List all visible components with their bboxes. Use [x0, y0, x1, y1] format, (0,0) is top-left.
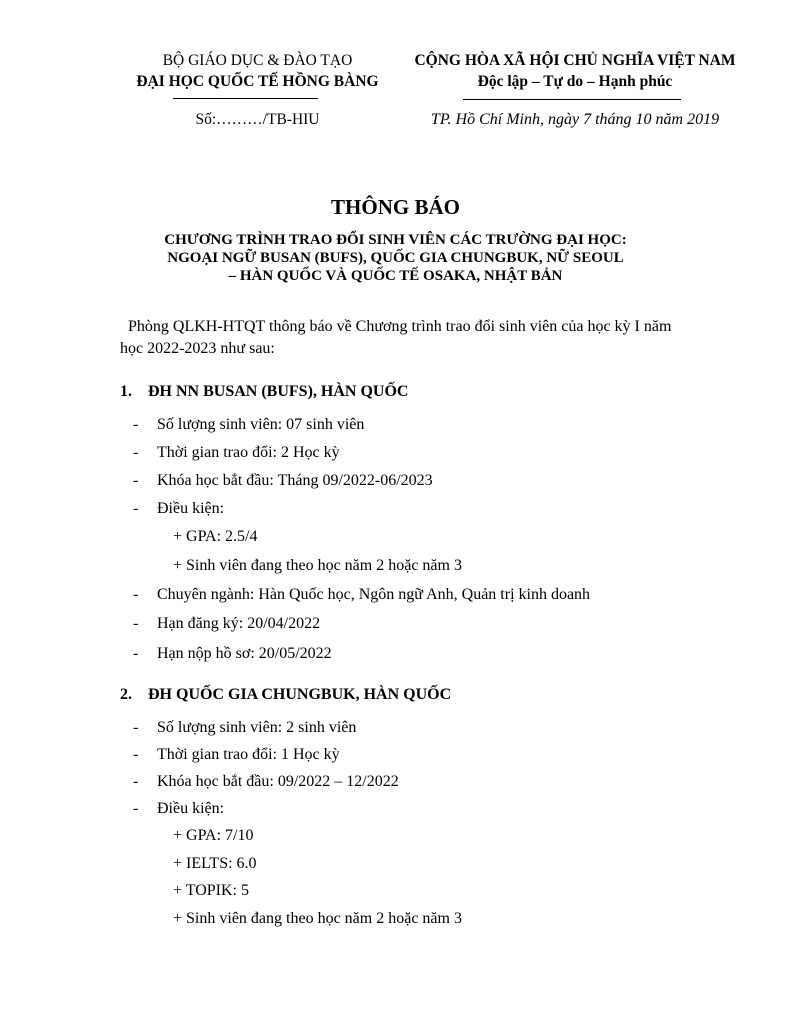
section-2-title: ĐH QUỐC GIA CHUNGBUK, HÀN QUỐC	[148, 686, 452, 703]
condition-item: + Sinh viên đang theo học năm 2 hoặc năm 3	[173, 910, 462, 927]
bullet-dash: -	[133, 615, 139, 632]
condition-item: + GPA: 2.5/4	[173, 528, 258, 545]
intro-line-2: học 2022-2023 như sau:	[120, 340, 275, 357]
list-item: Số lượng sinh viên: 07 sinh viên	[157, 416, 365, 433]
list-item: Điều kiện:	[157, 500, 225, 517]
subtitle-line-2: NGOẠI NGỮ BUSAN (BUFS), QUỐC GIA CHUNGBUK, NỮ SEOUL	[167, 250, 624, 266]
list-item: Chuyên ngành: Hàn Quốc học, Ngôn ngữ Anh, Quản trị kinh doanh	[157, 586, 591, 603]
bullet-dash: -	[133, 800, 139, 817]
list-item: Số lượng sinh viên: 2 sinh viên	[157, 719, 357, 736]
bullet-dash: -	[133, 500, 139, 517]
date-line: TP. Hồ Chí Minh, ngày 7 tháng 10 năm 2019	[430, 111, 720, 128]
condition-item: + IELTS: 6.0	[173, 855, 257, 872]
list-item: Khóa học bắt đầu: Tháng 09/2022-06/2023	[157, 472, 433, 489]
list-item: Điều kiện:	[157, 800, 225, 817]
subtitle-line-1: CHƯƠNG TRÌNH TRAO ĐỔI SINH VIÊN CÁC TRƯỜNG ĐẠI HỌC:	[164, 232, 627, 248]
university-name: ĐẠI HỌC QUỐC TẾ HỒNG BÀNG	[136, 73, 379, 90]
document-number: Số:………/TB-HIU	[195, 111, 320, 128]
bullet-dash: -	[133, 773, 139, 790]
section-1-heading	[120, 383, 408, 401]
page-title: THÔNG BÁO	[331, 195, 460, 219]
list-item: Hạn nộp hồ sơ: 20/05/2022	[157, 645, 332, 662]
list-item: Hạn đăng ký: 20/04/2022	[157, 615, 321, 632]
header-left-rule	[173, 98, 318, 99]
list-item: Thời gian trao đổi: 2 Học kỳ	[157, 444, 340, 461]
list-item: Khóa học bắt đầu: 09/2022 – 12/2022	[157, 773, 399, 790]
bullet-dash: -	[133, 746, 139, 763]
condition-item: + Sinh viên đang theo học năm 2 hoặc năm 3	[173, 557, 462, 574]
intro-line-1: Phòng QLKH-HTQT thông báo về Chương trình trao đổi sinh viên của học kỳ I năm	[128, 318, 672, 335]
section-2-heading	[120, 686, 451, 704]
bullet-dash: -	[133, 719, 139, 736]
condition-item: + GPA: 7/10	[173, 827, 254, 844]
section-1-number: 1.	[120, 383, 132, 400]
bullet-dash: -	[133, 444, 139, 461]
ministry-name: BỘ GIÁO DỤC & ĐÀO TẠO	[162, 52, 353, 69]
bullet-dash: -	[133, 586, 139, 603]
bullet-dash: -	[133, 645, 139, 662]
bullet-dash: -	[133, 472, 139, 489]
section-1-title: ĐH NN BUSAN (BUFS), HÀN QUỐC	[148, 383, 409, 400]
country-motto: Độc lập – Tự do – Hạnh phúc	[477, 73, 673, 90]
header-right-rule	[463, 99, 681, 100]
subtitle-line-3: – HÀN QUỐC VÀ QUỐC TẾ OSAKA, NHẬT BẢN	[228, 268, 563, 284]
list-item: Thời gian trao đổi: 1 Học kỳ	[157, 746, 340, 763]
section-2-number: 2.	[120, 686, 132, 703]
bullet-dash: -	[133, 416, 139, 433]
country-motto-title: CỘNG HÒA XÃ HỘI CHỦ NGHĨA VIỆT NAM	[414, 52, 736, 69]
condition-item: + TOPIK: 5	[173, 882, 249, 899]
